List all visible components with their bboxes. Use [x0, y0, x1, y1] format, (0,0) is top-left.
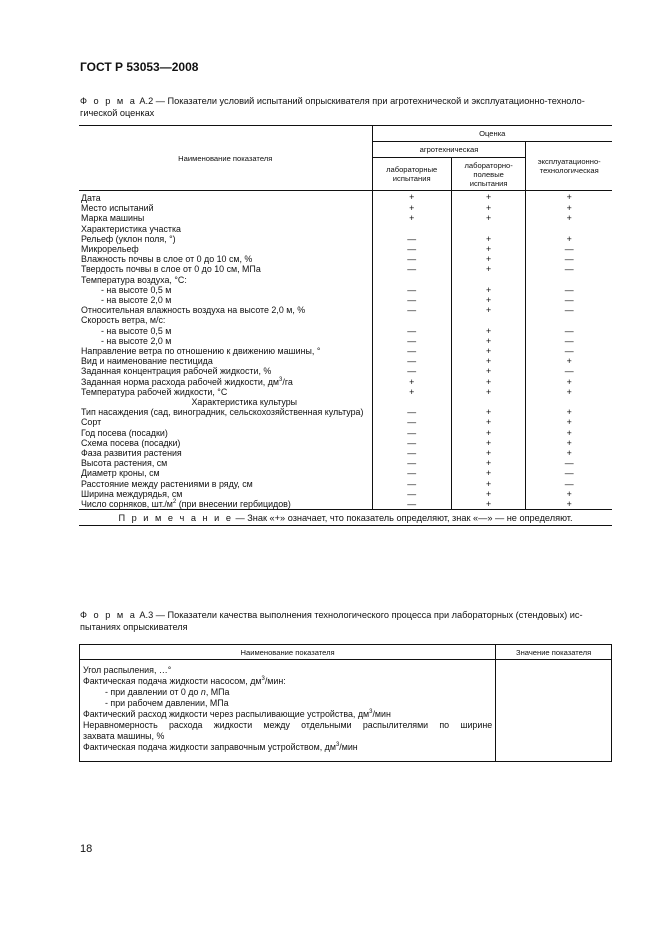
- col-header-group: Оценка: [372, 126, 612, 142]
- a3-col-header-value: Значение показателя: [496, 645, 612, 660]
- row-mark-labfield: +: [451, 468, 526, 478]
- row-mark-labfield: +: [451, 295, 526, 305]
- row-mark-labfield: [451, 397, 526, 407]
- row-mark-labfield: +: [451, 356, 526, 366]
- table-row: [79, 438, 612, 448]
- row-mark-expl: —: [564, 468, 574, 479]
- row-name: Твердость почвы в слое от 0 до 10 см, МПа: [79, 264, 372, 274]
- col-header-lab: лабораторные испытания: [372, 158, 451, 191]
- row-name: Тип насаждения (сад, виноградник, сельскохозяйственная культура): [79, 407, 372, 417]
- row-name: Фаза развития растения: [79, 448, 372, 458]
- row-mark-labfield: +: [451, 326, 526, 336]
- row-mark-lab: —: [372, 448, 451, 458]
- row-name: Дата: [79, 191, 372, 204]
- row-mark-lab: —: [372, 305, 451, 315]
- row-mark-labfield: +: [451, 264, 526, 274]
- row-mark-labfield: +: [451, 499, 526, 510]
- row-name: - на высоте 0,5 м: [79, 285, 372, 295]
- table-row: [79, 387, 612, 397]
- form-a2-note: [79, 510, 612, 526]
- row-mark-expl: —: [564, 366, 574, 377]
- row-name: Температура воздуха, °С:: [79, 275, 372, 285]
- row-mark-lab: +: [372, 203, 451, 213]
- row-mark-lab: —: [372, 264, 451, 274]
- row-mark-lab: —: [372, 234, 451, 244]
- row-name: Место испытаний: [79, 203, 372, 213]
- form-a3-caption: [80, 609, 610, 633]
- form-a2-caption-line2: гической оценках: [80, 108, 155, 118]
- row-name: Заданная концентрация рабочей жидкости, %: [79, 366, 372, 376]
- row-mark-expl: —: [564, 254, 574, 265]
- table-row: [79, 244, 612, 254]
- row-mark-lab: —: [372, 326, 451, 336]
- note-label: П р и м е ч а н и е: [118, 512, 233, 523]
- row-mark-labfield: +: [451, 428, 526, 438]
- row-mark-labfield: +: [451, 305, 526, 315]
- note-text: — Знак «+» означает, что показатель определяют, знак «—» — не определяют.: [232, 512, 573, 523]
- row-mark-expl: [526, 275, 612, 285]
- table-row: [79, 203, 612, 213]
- a3-indicators-cell: [80, 660, 496, 762]
- table-row: [79, 407, 612, 417]
- table-row: [79, 254, 612, 264]
- row-name: Характеристика культуры: [79, 397, 372, 407]
- table-row: [79, 377, 612, 387]
- row-name: Микрорельеф: [79, 244, 372, 254]
- a3-line: Неравномерность расхода жидкости между отдельными распылителями по ширине: [83, 720, 493, 730]
- row-mark-expl: +: [566, 386, 572, 397]
- table-row: [79, 234, 612, 244]
- row-mark-expl: +: [566, 427, 572, 438]
- row-mark-lab: —: [372, 295, 451, 305]
- form-a2-form-word: Ф о р м а: [80, 96, 137, 106]
- table-row: [79, 224, 612, 234]
- row-mark-expl: +: [566, 213, 572, 224]
- row-mark-labfield: +: [451, 458, 526, 468]
- row-mark-lab: —: [372, 489, 451, 499]
- row-mark-labfield: [451, 224, 526, 234]
- table-row: [79, 213, 612, 223]
- row-mark-labfield: +: [451, 244, 526, 254]
- row-mark-labfield: +: [451, 254, 526, 264]
- row-mark-lab: —: [372, 458, 451, 468]
- row-mark-lab: —: [372, 499, 451, 510]
- row-mark-expl: —: [564, 478, 574, 489]
- table-row: [79, 458, 612, 468]
- row-mark-lab: —: [372, 407, 451, 417]
- row-name: Скорость ветра, м/с:: [79, 315, 372, 325]
- row-mark-labfield: +: [451, 387, 526, 397]
- col-header-agro: агротехническая: [372, 142, 526, 158]
- form-a3-table: [79, 644, 612, 762]
- row-name: Сорт: [79, 417, 372, 427]
- row-mark-lab: —: [372, 417, 451, 427]
- table-row: [79, 285, 612, 295]
- row-name: Относительная влажность воздуха на высоте 2,0 м, %: [79, 305, 372, 315]
- row-name: - на высоте 2,0 м: [79, 336, 372, 346]
- row-mark-expl: +: [566, 417, 572, 428]
- table-row: [79, 489, 612, 499]
- row-mark-lab: +: [372, 213, 451, 223]
- row-name: Характеристика участка: [79, 224, 372, 234]
- row-mark-labfield: +: [451, 191, 526, 204]
- row-mark-expl: —: [564, 244, 574, 255]
- row-mark-labfield: +: [451, 234, 526, 244]
- row-name: Температура рабочей жидкости, °С: [79, 387, 372, 397]
- table-row: [79, 326, 612, 336]
- row-mark-labfield: +: [451, 285, 526, 295]
- table-row: [79, 315, 612, 325]
- row-mark-labfield: +: [451, 438, 526, 448]
- a3-value-cell: [496, 660, 612, 762]
- form-a2-caption-text: А.2 — Показатели условий испытаний опрыскивателя при агротехнической и эксплуатационно-техноло-: [139, 96, 585, 106]
- col-header-labfield: лабораторно-полевые испытания: [451, 158, 526, 191]
- table-row: [79, 366, 612, 376]
- row-mark-expl: [526, 224, 612, 234]
- row-name: Год посева (посадки): [79, 428, 372, 438]
- row-mark-expl: +: [566, 488, 572, 499]
- table-row: [79, 468, 612, 478]
- table-row: [79, 191, 612, 204]
- row-mark-lab: —: [372, 254, 451, 264]
- row-mark-labfield: +: [451, 479, 526, 489]
- row-mark-expl: —: [564, 284, 574, 295]
- table-row: [79, 336, 612, 346]
- table-row: [79, 397, 612, 407]
- form-a3-caption-text: А.3 — Показатели качества выполнения технологического процесса при лабораторных (стендовых) ис-: [139, 610, 583, 620]
- row-name: Ширина междурядья, см: [79, 489, 372, 499]
- table-row: [79, 479, 612, 489]
- form-a2-table-body: [79, 191, 612, 510]
- row-mark-expl: —: [564, 295, 574, 306]
- row-mark-lab: [372, 315, 451, 325]
- a3-col-header-name: Наименование показателя: [80, 645, 496, 660]
- row-name: Направление ветра по отношению к движению машины, °: [79, 346, 372, 356]
- row-mark-lab: +: [372, 191, 451, 204]
- row-name: Вид и наименование пестицида: [79, 356, 372, 366]
- row-mark-expl: +: [566, 407, 572, 418]
- row-name: Влажность почвы в слое от 0 до 10 см, %: [79, 254, 372, 264]
- row-mark-lab: —: [372, 356, 451, 366]
- table-row: [79, 448, 612, 458]
- row-mark-lab: —: [372, 468, 451, 478]
- row-name: - на высоте 2,0 м: [79, 295, 372, 305]
- row-mark-expl: +: [566, 448, 572, 459]
- row-mark-lab: [372, 224, 451, 234]
- row-mark-expl: +: [566, 376, 572, 387]
- row-mark-labfield: +: [451, 407, 526, 417]
- row-mark-labfield: +: [451, 366, 526, 376]
- row-mark-expl: +: [566, 499, 572, 510]
- a3-line: Фактическая подача жидкости насосом, $дм^3$/мин:: [83, 676, 286, 686]
- row-mark-labfield: +: [451, 377, 526, 387]
- row-mark-lab: +: [372, 387, 451, 397]
- row-name: Высота растения, см: [79, 458, 372, 468]
- row-mark-expl: [526, 315, 612, 325]
- row-mark-expl: —: [564, 305, 574, 316]
- row-mark-expl: +: [566, 192, 572, 202]
- form-a3-form-word: Ф о р м а: [80, 610, 137, 620]
- table-row: [79, 295, 612, 305]
- a3-line: Фактический расход жидкости через распыливающие устройства, $дм^3$/мин: [83, 709, 391, 719]
- table-row: [79, 356, 612, 366]
- row-mark-lab: —: [372, 479, 451, 489]
- row-name: Число сорняков, $шт./м^2$ (при внесении гербицидов): [79, 499, 372, 510]
- row-mark-expl: —: [564, 325, 574, 336]
- row-mark-labfield: +: [451, 336, 526, 346]
- row-mark-lab: +: [372, 377, 451, 387]
- row-name: - на высоте 0,5 м: [79, 326, 372, 336]
- row-name: Заданная норма расхода рабочей жидкости, $дм^3/га$: [79, 377, 372, 387]
- document-header: ГОСТ Р 53053—2008: [80, 60, 199, 74]
- row-name: Диаметр кроны, см: [79, 468, 372, 478]
- row-mark-expl: —: [564, 458, 574, 469]
- table-row: [79, 417, 612, 427]
- row-mark-labfield: +: [451, 346, 526, 356]
- row-mark-labfield: +: [451, 417, 526, 427]
- row-mark-expl: +: [566, 233, 572, 244]
- row-mark-expl: +: [566, 356, 572, 367]
- row-mark-expl: [526, 397, 612, 407]
- row-mark-lab: —: [372, 428, 451, 438]
- row-mark-labfield: +: [451, 448, 526, 458]
- row-name: Марка машины: [79, 213, 372, 223]
- col-header-expl: эксплуатационно-технологическая: [526, 142, 612, 191]
- row-mark-labfield: [451, 315, 526, 325]
- row-mark-expl: —: [564, 346, 574, 357]
- row-mark-expl: —: [564, 264, 574, 275]
- a3-line: Угол распыления, …°: [83, 665, 172, 675]
- row-mark-lab: —: [372, 366, 451, 376]
- a3-line: Фактическая подача жидкости заправочным устройством, $дм^3$/мин: [83, 742, 358, 752]
- form-a3-caption-line2: пытаниях опрыскивателя: [80, 622, 188, 632]
- row-mark-lab: [372, 397, 451, 407]
- row-mark-lab: —: [372, 346, 451, 356]
- table-row: [79, 499, 612, 510]
- col-header-name: Наименование показателя: [79, 126, 372, 191]
- page-number: 18: [80, 843, 93, 855]
- row-name: Рельеф (уклон поля, °): [79, 234, 372, 244]
- row-mark-labfield: +: [451, 203, 526, 213]
- table-row: [79, 346, 612, 356]
- row-mark-expl: +: [566, 437, 572, 448]
- table-row: [79, 275, 612, 285]
- a3-line: - при давлении от 0 до n, МПа: [105, 687, 230, 697]
- table-row: [79, 305, 612, 315]
- row-mark-labfield: [451, 275, 526, 285]
- a3-line: - при рабочем давлении, МПа: [105, 698, 229, 708]
- row-mark-expl: —: [564, 335, 574, 346]
- a3-line: захвата машины, %: [83, 731, 165, 741]
- row-mark-lab: —: [372, 244, 451, 254]
- row-mark-lab: —: [372, 336, 451, 346]
- row-name: Расстояние между растениями в ряду, см: [79, 479, 372, 489]
- row-mark-expl: +: [566, 203, 572, 214]
- row-mark-lab: [372, 275, 451, 285]
- row-mark-lab: —: [372, 438, 451, 448]
- row-name: Схема посева (посадки): [79, 438, 372, 448]
- row-mark-lab: —: [372, 285, 451, 295]
- form-a2-table: [79, 125, 612, 526]
- table-row: [79, 428, 612, 438]
- row-mark-labfield: +: [451, 213, 526, 223]
- row-mark-labfield: +: [451, 489, 526, 499]
- table-row: [79, 264, 612, 274]
- form-a2-caption: [80, 95, 610, 119]
